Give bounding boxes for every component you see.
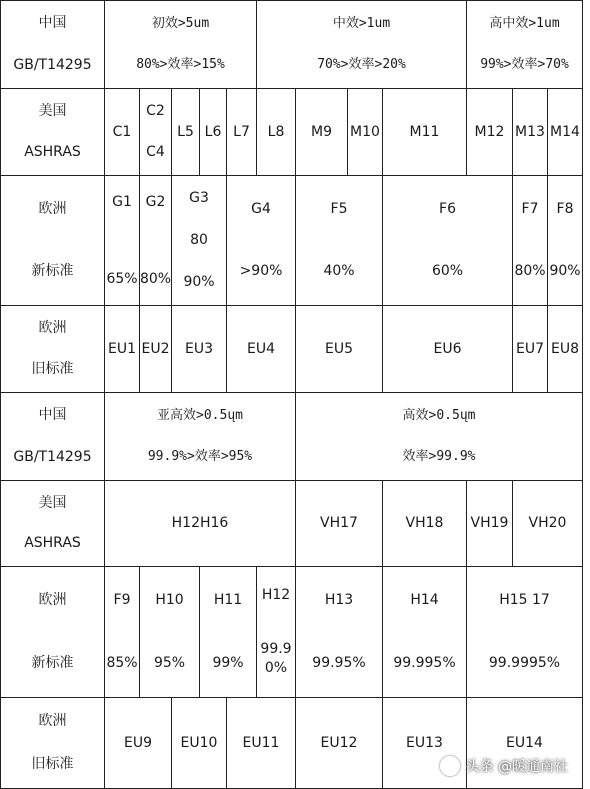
cell-line: VH19 — [470, 515, 509, 532]
eu-new-class-cell — [226, 175, 296, 306]
cell-line: 高效>0.5ųm — [402, 407, 476, 423]
ashrae-class-cell — [104, 88, 140, 176]
cell-line: H14 — [410, 592, 439, 609]
cell-line: EU11 — [242, 734, 280, 751]
cell-line: GB/T14295 — [13, 448, 92, 465]
watermark-text: 头条 @暖通南社 — [465, 759, 568, 775]
cell-line: 99.995% — [393, 655, 456, 672]
eu-old-class-cell — [295, 697, 383, 789]
ashrae-class-cell — [512, 480, 583, 567]
eu-new-class-cell — [512, 175, 548, 306]
cell-line: L7 — [233, 123, 250, 140]
cell-line: EU2 — [141, 340, 170, 357]
cell-line: VH20 — [528, 515, 567, 532]
ashrae-class-cell — [295, 88, 348, 176]
cell-line: 85% — [106, 655, 138, 672]
cell-line: G3 — [189, 190, 209, 207]
cell-line: F8 — [556, 200, 574, 217]
cell-line: 80% — [139, 270, 172, 287]
ashrae-class-cell — [104, 480, 296, 567]
cell-line: 99.95% — [312, 655, 366, 672]
cell-line: 65% — [106, 270, 138, 287]
china-class-cell — [104, 0, 257, 89]
cell-line: 99% — [212, 655, 244, 672]
ashrae-class-cell — [347, 88, 383, 176]
cell-line: EU9 — [124, 734, 152, 751]
cell-line: 中国 — [38, 407, 67, 424]
eu-new-class-cell — [295, 566, 383, 698]
eu-old-class-cell — [382, 305, 513, 393]
ashrae-class-cell — [256, 88, 296, 176]
cell-line: M13 — [515, 123, 545, 140]
eu-old-class-cell — [295, 305, 383, 393]
row-label-eu-old — [0, 697, 105, 789]
cell-line: EU1 — [108, 340, 136, 357]
eu-new-class-cell — [139, 175, 172, 306]
china-class-cell — [295, 392, 583, 481]
cell-line: G1 — [112, 193, 132, 210]
cell-line: 高中效>1um — [489, 15, 560, 31]
cell-line: H15 17 — [499, 592, 550, 609]
cell-line: H13 — [324, 592, 354, 609]
cell-line: 80% — [514, 263, 546, 280]
cell-line: 欧洲 — [38, 713, 67, 730]
cell-line: G4 — [251, 200, 271, 217]
cell-line: H12 — [261, 587, 291, 604]
cell-line: 新标准 — [31, 263, 74, 280]
cell-line: 美国 — [38, 103, 67, 120]
cell-line: VH17 — [320, 515, 358, 532]
watermark — [440, 756, 568, 776]
cell-line: EU12 — [320, 734, 358, 751]
eu-new-class-cell — [382, 175, 513, 306]
eu-new-class-cell — [171, 175, 227, 306]
row-label-china — [0, 0, 105, 89]
cell-line: L5 — [177, 123, 194, 140]
ashrae-class-cell — [226, 88, 257, 176]
eu-new-class-cell — [139, 566, 200, 698]
eu-new-class-cell — [295, 175, 383, 306]
cell-line: M11 — [409, 123, 440, 140]
cell-line: 旧标准 — [31, 756, 74, 773]
cell-line: EU6 — [433, 340, 462, 357]
cell-line: 中国 — [38, 15, 67, 32]
china-class-cell — [466, 0, 583, 89]
ashrae-class-cell — [199, 88, 227, 176]
cell-line: 90% — [183, 273, 215, 290]
ashrae-class-cell — [139, 88, 172, 176]
cell-line: 60% — [431, 263, 464, 280]
eu-old-class-cell — [512, 305, 548, 393]
cell-line: C2 — [146, 103, 165, 120]
cell-line: 欧洲 — [38, 200, 67, 217]
eu-new-class-cell — [199, 566, 257, 698]
ashrae-class-cell — [382, 88, 467, 176]
eu-new-class-cell — [466, 566, 583, 698]
cell-line: EU13 — [406, 734, 443, 751]
cell-line: L6 — [204, 123, 222, 140]
cell-line: EU10 — [180, 734, 218, 751]
cell-line: M9 — [311, 123, 332, 140]
cell-line: H10 — [155, 592, 184, 609]
eu-old-class-cell — [226, 305, 296, 393]
ashrae-class-cell — [512, 88, 548, 176]
eu-old-class-cell — [226, 697, 296, 789]
cell-line: 美国 — [38, 494, 67, 511]
ashrae-class-cell — [466, 480, 513, 567]
cell-line: EU3 — [185, 340, 213, 357]
cell-line: 亚高效>0.5ųm — [157, 407, 243, 423]
eu-new-class-cell — [104, 566, 140, 698]
eu-old-class-cell — [139, 305, 172, 393]
cell-line: M10 — [350, 123, 380, 140]
cell-line: C1 — [112, 123, 132, 140]
cell-line: 中效>1um — [332, 15, 391, 31]
cell-line: EU5 — [325, 340, 353, 357]
cell-line: 效率>99.9% — [402, 449, 476, 465]
cell-line: H11 — [213, 592, 243, 609]
ashrae-class-cell — [382, 480, 467, 567]
eu-new-class-cell — [256, 566, 296, 698]
cell-line: GB/T14295 — [13, 56, 92, 73]
cell-line: M12 — [474, 123, 505, 140]
cell-line: >90% — [239, 263, 283, 280]
cell-line: F9 — [113, 592, 131, 609]
cell-line: EU7 — [516, 340, 544, 357]
cell-line: 40% — [323, 263, 355, 280]
cell-line: 初效>5um — [151, 15, 210, 31]
cell-line: EU4 — [247, 340, 275, 357]
cell-line: 99.9%>效率>95% — [147, 449, 253, 465]
cell-line: 80%>效率>15% — [136, 57, 225, 73]
row-label-eu-new — [0, 566, 105, 698]
cell-line: 欧洲 — [38, 320, 67, 337]
eu-old-class-cell — [171, 697, 227, 789]
row-label-china — [0, 392, 105, 481]
cell-line: F7 — [521, 200, 539, 217]
cell-line: 欧洲 — [38, 592, 67, 609]
cell-line: L8 — [267, 123, 285, 140]
eu-old-class-cell — [171, 305, 227, 393]
cell-line: 70%>效率>20% — [317, 57, 406, 73]
cell-line: C4 — [146, 144, 165, 161]
cell-line: ASHRAS — [24, 144, 81, 161]
row-label-usa — [0, 480, 105, 567]
cell-line: VH18 — [405, 515, 444, 532]
row-label-eu-new — [0, 175, 105, 306]
toutiao-logo-icon — [440, 756, 460, 776]
cell-line: 99%>效率>70% — [480, 57, 569, 73]
eu-new-class-cell — [382, 566, 467, 698]
ashrae-class-cell — [466, 88, 513, 176]
eu-old-class-cell — [547, 305, 583, 393]
cell-line: 99.9995% — [488, 655, 561, 672]
cell-line: ASHRAS — [24, 535, 81, 552]
cell-line: 80 — [190, 232, 208, 249]
eu-old-class-cell — [104, 697, 172, 789]
cell-line: M14 — [550, 123, 580, 140]
cell-line: 99.90% — [260, 640, 292, 676]
cell-line: 95% — [153, 655, 186, 672]
cell-line: F5 — [330, 200, 348, 217]
cell-line: F6 — [439, 200, 456, 217]
ashrae-class-cell — [171, 88, 200, 176]
eu-new-class-cell — [104, 175, 140, 306]
cell-line: EU8 — [551, 340, 579, 357]
china-class-cell — [104, 392, 296, 481]
cell-line: 旧标准 — [31, 361, 74, 378]
cell-line: EU14 — [506, 734, 543, 751]
row-label-usa — [0, 88, 105, 176]
ashrae-class-cell — [295, 480, 383, 567]
cell-line: 新标准 — [31, 655, 74, 672]
eu-new-class-cell — [547, 175, 583, 306]
cell-line: G2 — [145, 193, 166, 210]
cell-line: H12H16 — [171, 515, 229, 532]
eu-old-class-cell — [104, 305, 140, 393]
ashrae-class-cell — [547, 88, 583, 176]
china-class-cell — [256, 0, 467, 89]
cell-line: 90% — [549, 263, 581, 280]
row-label-eu-old — [0, 305, 105, 393]
